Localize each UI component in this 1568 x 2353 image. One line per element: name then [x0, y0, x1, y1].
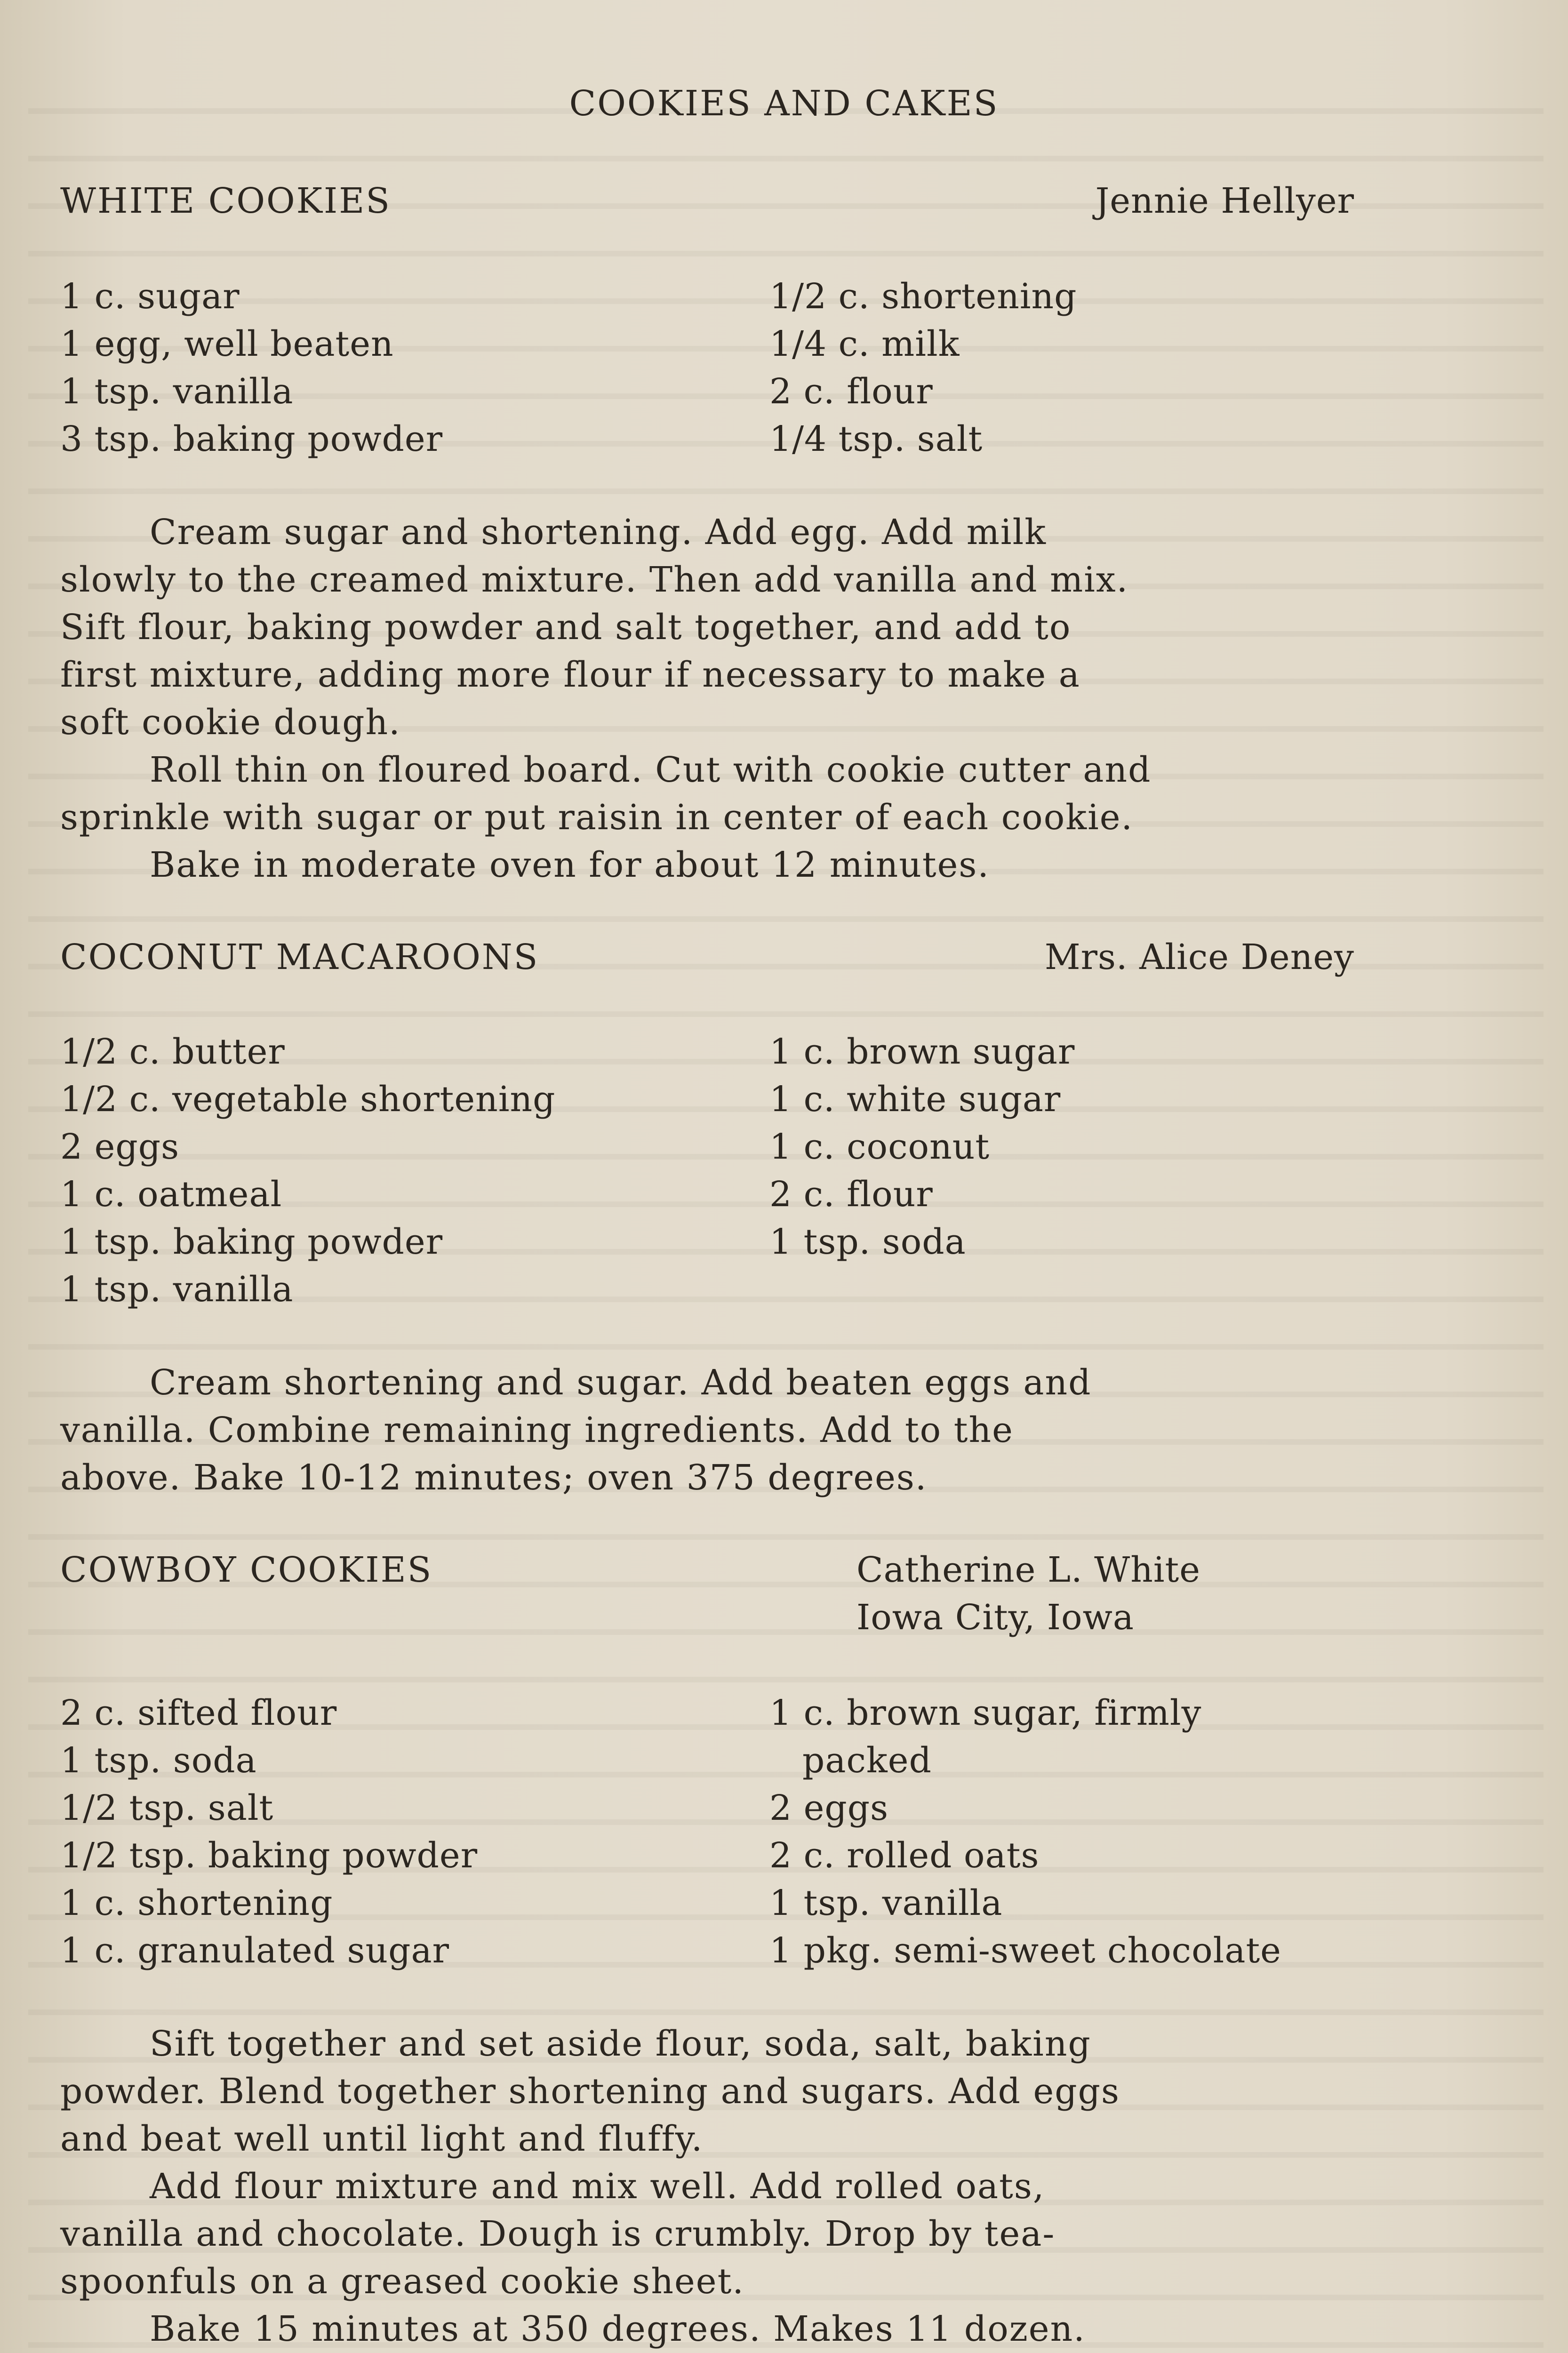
recipe-author: Mrs. Alice Deney [1044, 937, 1354, 977]
ingredient: 1/2 c. vegetable shortening [60, 1079, 556, 1120]
recipe-author: Jennie Hellyer [1095, 181, 1354, 221]
ingredient: packed [802, 1740, 932, 1781]
direction-line: Cream sugar and shortening. Add egg. Add milk [150, 512, 1047, 552]
direction-line: first mixture, adding more flour if necessary to make a [60, 655, 1080, 695]
ingredient: 1 c. granulated sugar [60, 1930, 449, 1971]
direction-line: powder. Blend together shortening and sugars. Add eggs [60, 2071, 1120, 2112]
ingredient: 1 c. coconut [769, 1127, 990, 1167]
ingredient: 1/2 tsp. salt [60, 1788, 274, 1828]
direction-line: Cream shortening and sugar. Add beaten eggs and [150, 1362, 1092, 1403]
ingredient: 1 c. oatmeal [60, 1174, 282, 1215]
ingredient: 1 tsp. vanilla [769, 1883, 1003, 1923]
ingredient: 1 tsp. vanilla [60, 371, 294, 412]
direction-line: vanilla and chocolate. Dough is crumbly. Drop by tea- [60, 2214, 1056, 2254]
direction-line: Sift flour, baking powder and salt together, and add to [60, 607, 1072, 648]
recipe-author-location: Iowa City, Iowa [856, 1597, 1135, 1638]
ingredient: 2 c. flour [769, 371, 933, 412]
direction-line: sprinkle with sugar or put raisin in center of each cookie. [60, 797, 1134, 838]
direction-line: Sift together and set aside flour, soda, salt, baking [150, 2024, 1091, 2064]
ingredient: 1 tsp. baking powder [60, 1222, 443, 1262]
ingredient: 2 eggs [769, 1788, 889, 1828]
ingredient: 1/4 tsp. salt [769, 419, 983, 459]
recipe-title: WHITE COOKIES [60, 181, 391, 221]
direction-line: soft cookie dough. [60, 702, 401, 743]
direction-line: spoonfuls on a greased cookie sheet. [60, 2261, 744, 2302]
recipe-author: Catherine L. White [856, 1550, 1201, 1590]
ingredient: 1 pkg. semi-sweet chocolate [769, 1930, 1281, 1971]
direction-line: vanilla. Combine remaining ingredients. Add to the [60, 1410, 1014, 1450]
recipe-title: COWBOY COOKIES [60, 1550, 433, 1590]
recipe-directions [60, 1359, 1453, 1502]
direction-line: above. Bake 10-12 minutes; oven 375 degrees. [60, 1457, 928, 1498]
recipe-directions [60, 2020, 1453, 2353]
direction-line: and beat well until light and fluffy. [60, 2119, 704, 2159]
recipe-directions [60, 509, 1453, 889]
ingredient: 2 c. rolled oats [769, 1835, 1040, 1876]
ingredient: 1 c. brown sugar, firmly [769, 1693, 1202, 1733]
ingredient: 3 tsp. baking powder [60, 419, 443, 459]
ingredient: 1 c. shortening [60, 1883, 333, 1923]
ingredient: 1/4 c. milk [769, 324, 960, 364]
ingredient: 1/2 c. shortening [769, 276, 1077, 317]
direction-line: Add flour mixture and mix well. Add rolled oats, [150, 2166, 1045, 2207]
ingredient: 1 tsp. soda [769, 1222, 966, 1262]
direction-line: Bake in moderate oven for about 12 minutes. [150, 845, 990, 885]
direction-line: Bake 15 minutes at 350 degrees. Makes 11 dozen. [150, 2309, 1086, 2349]
ingredient: 1 tsp. soda [60, 1740, 257, 1781]
ingredient: 1/2 tsp. baking powder [60, 1835, 478, 1876]
direction-line: Roll thin on floured board. Cut with cookie cutter and [150, 750, 1152, 790]
ingredient: 1/2 c. butter [60, 1032, 285, 1072]
ingredient: 1 c. white sugar [769, 1079, 1061, 1120]
ingredient: 2 eggs [60, 1127, 180, 1167]
recipe-title: COCONUT MACAROONS [60, 937, 539, 977]
direction-line: slowly to the creamed mixture. Then add vanilla and mix. [60, 560, 1129, 600]
ingredient: 1 tsp. vanilla [60, 1269, 294, 1310]
ingredient: 2 c. flour [769, 1174, 933, 1215]
ingredient: 1 c. brown sugar [769, 1032, 1075, 1072]
page-title: COOKIES AND CAKES [569, 83, 999, 124]
ingredient: 1 c. sugar [60, 276, 240, 317]
ingredient: 2 c. sifted flour [60, 1693, 337, 1733]
ingredient: 1 egg, well beaten [60, 324, 394, 364]
